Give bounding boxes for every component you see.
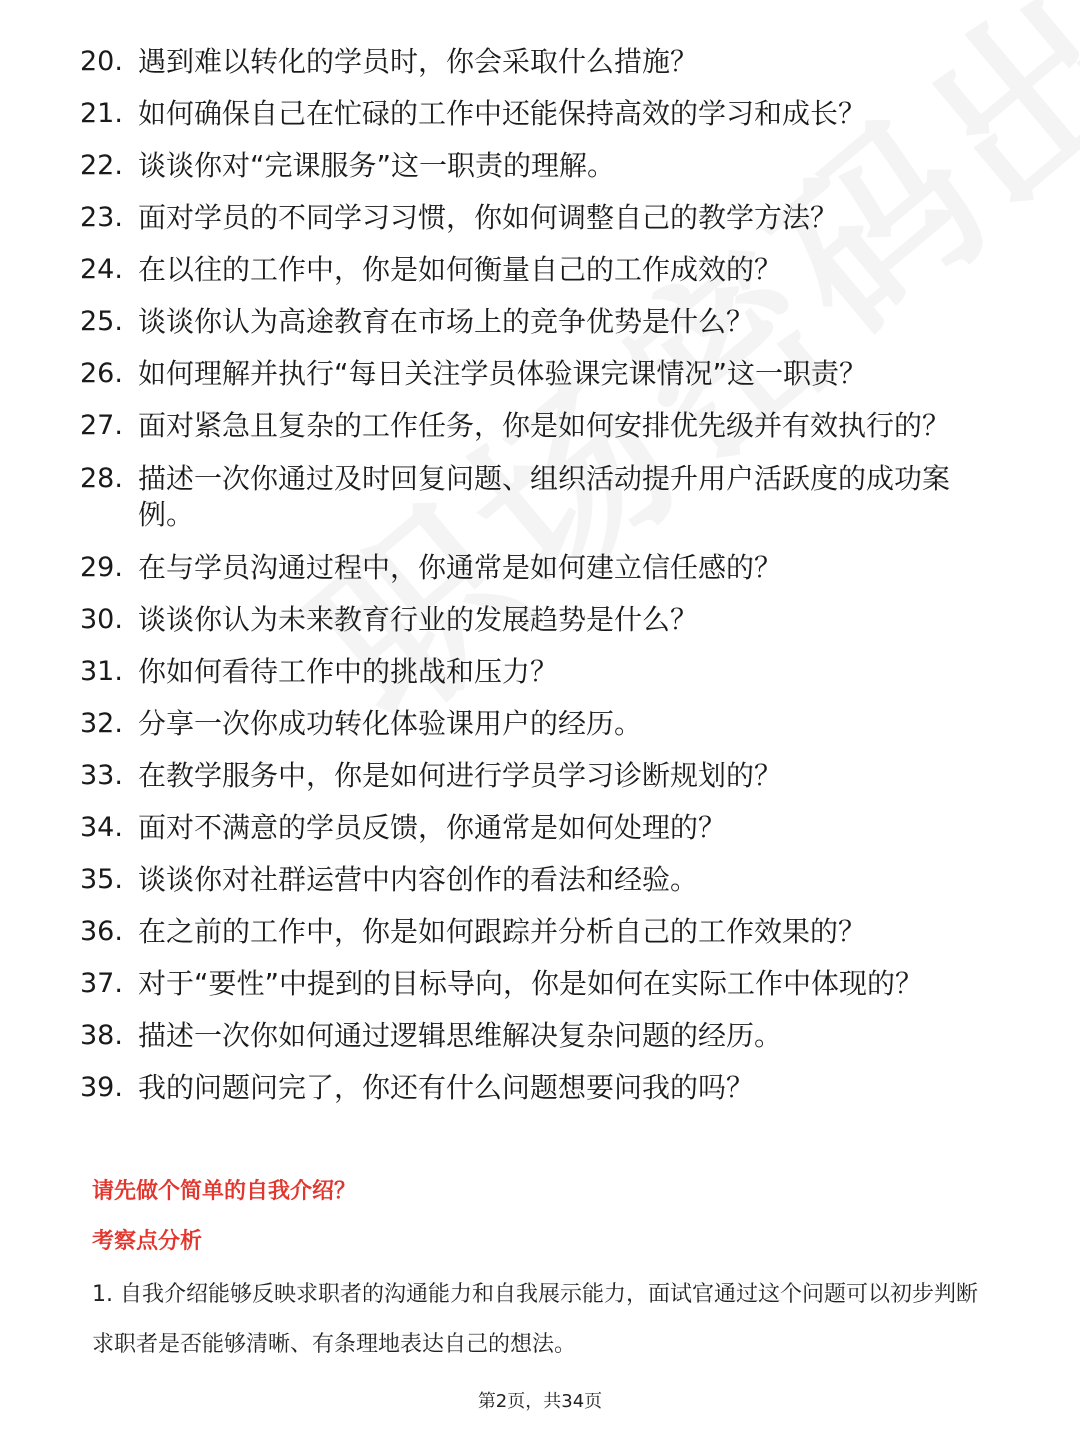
question-number: 28. [80, 463, 123, 494]
question-number: 32. [80, 708, 123, 739]
question-number: 36. [80, 916, 123, 947]
question-number: 23. [80, 202, 123, 233]
question-text: 在与学员沟通过程中，你通常是如何建立信任感的？ [138, 551, 783, 584]
question-item [80, 758, 980, 794]
question-text: 在以往的工作中，你是如何衡量自己的工作成效的？ [138, 253, 783, 286]
question-text: 谈谈你对社群运营中内容创作的看法和经验。 [138, 863, 699, 896]
question-text: 面对不满意的学员反馈，你通常是如何处理的？ [138, 811, 727, 844]
question-number: 26. [80, 358, 123, 389]
page-number: 第2页，共34页 [477, 1391, 603, 1412]
question-text: 面对学员的不同学习习惯，你如何调整自己的教学方法？ [138, 201, 839, 234]
question-number: 24. [80, 254, 123, 285]
question-number: 22. [80, 150, 123, 181]
question-item [80, 44, 980, 80]
question-text: 在之前的工作中，你是如何跟踪并分析自己的工作效果的？ [138, 915, 867, 948]
question-item [80, 602, 980, 638]
question-text: 谈谈你认为高途教育在市场上的竞争优势是什么？ [138, 305, 755, 338]
analysis-paragraph: 1. 自我介绍能够反映求职者的沟通能力和自我展示能力，面试官通过这个问题可以初步判断求职者是否能够清晰、有条理地表达自己的想法。 [92, 1282, 978, 1357]
question-number: 27. [80, 410, 123, 441]
question-item [80, 1018, 980, 1054]
question-item [80, 304, 980, 340]
question-item [80, 550, 980, 586]
question-number: 29. [80, 552, 123, 583]
question-text: 如何理解并执行“每日关注学员体验课完课情况”这一职责？ [138, 357, 868, 390]
question-text: 谈谈你对“完课服务”这一职责的理解。 [138, 149, 616, 182]
question-text: 在教学服务中，你是如何进行学员学习诊断规划的？ [138, 759, 783, 792]
section-title: 请先做个简单的自我介绍？ [92, 1179, 357, 1204]
question-number: 25. [80, 306, 123, 337]
question-item [80, 252, 980, 288]
question-text: 你如何看待工作中的挑战和压力？ [138, 655, 559, 688]
question-item [80, 1070, 980, 1106]
question-number: 37. [80, 968, 123, 999]
question-item [80, 148, 980, 184]
question-text: 描述一次你通过及时回复问题、组织活动提升用户活跃度的成功案例。 [138, 462, 951, 531]
question-item [80, 461, 980, 533]
question-item [80, 96, 980, 132]
question-number: 34. [80, 812, 123, 843]
question-number: 20. [80, 46, 123, 77]
question-list [80, 44, 980, 1122]
question-number: 31. [80, 656, 123, 687]
question-item [80, 706, 980, 742]
question-text: 谈谈你认为未来教育行业的发展趋势是什么？ [138, 603, 699, 636]
question-text: 我的问题问完了，你还有什么问题想要问我的吗？ [138, 1071, 755, 1104]
question-text: 如何确保自己在忙碌的工作中还能保持高效的学习和成长？ [138, 97, 867, 130]
question-item [80, 862, 980, 898]
section-subtitle: 考察点分析 [92, 1229, 203, 1254]
question-item [80, 200, 980, 236]
question-number: 33. [80, 760, 123, 791]
question-number: 38. [80, 1020, 123, 1051]
question-item [80, 966, 980, 1002]
question-number: 21. [80, 98, 123, 129]
question-text: 对于“要性”中提到的目标导向，你是如何在实际工作中体现的？ [138, 967, 924, 1000]
question-item [80, 654, 980, 690]
question-item [80, 408, 980, 444]
question-number: 35. [80, 864, 123, 895]
question-text: 遇到难以转化的学员时，你会采取什么措施？ [138, 45, 699, 78]
question-item [80, 356, 980, 392]
question-text: 描述一次你如何通过逻辑思维解决复杂问题的经历。 [138, 1019, 783, 1052]
question-number: 39. [80, 1072, 123, 1103]
question-text: 面对紧急且复杂的工作任务，你是如何安排优先级并有效执行的？ [138, 409, 951, 442]
question-text: 分享一次你成功转化体验课用户的经历。 [138, 707, 643, 740]
question-item [80, 810, 980, 846]
question-number: 30. [80, 604, 123, 635]
question-item [80, 914, 980, 950]
